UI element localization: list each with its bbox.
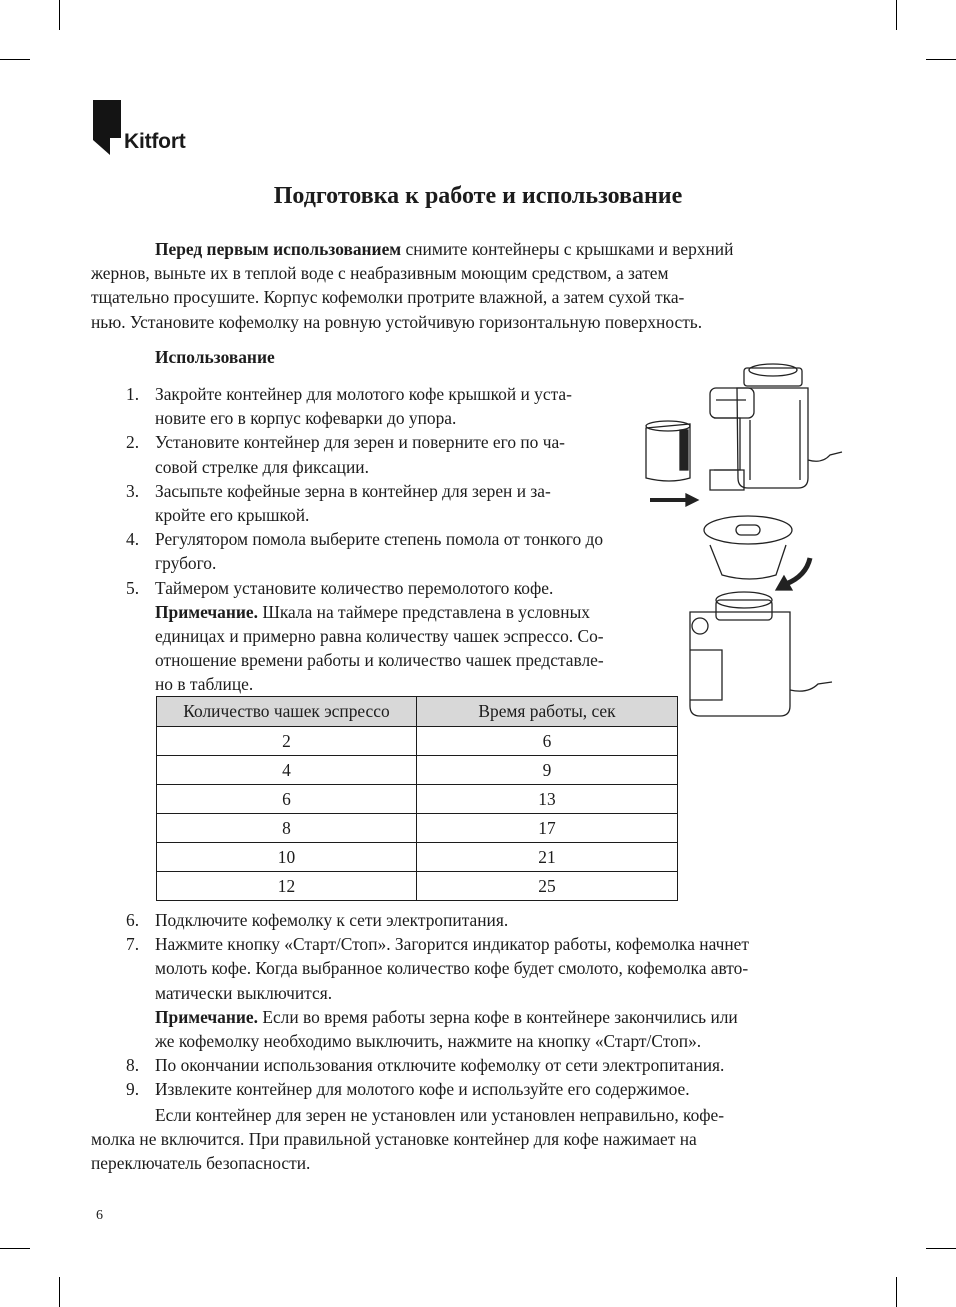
step-note: Примечание. Если во время работы зерна кофе в контейнере закончились или же кофемолку необходимо выключить, нажмите на кнопку «Старт/Стоп». — [155, 1006, 738, 1052]
list-item: 6. Подключите кофемолку к сети электропитания. — [126, 910, 509, 930]
grind-time-table — [156, 696, 678, 901]
grinder-assembled-icon — [710, 364, 842, 490]
bean-lid-icon — [704, 516, 792, 579]
table-row: 12 25 — [157, 872, 678, 901]
brand-name: Kitfort — [124, 130, 186, 153]
list-item: 5. Таймером установите количество перемолотого кофе. Примечание. Шкала на таймере представлена в условных единицах и примерно равна количеству чашек эспрессо. Со- отношение времени работы и количество чашек представле- но в таблице. — [123, 576, 683, 697]
step-note: Примечание. Шкала на таймере представлена в условных единицах и примерно равна количеству чашек эспрессо. Со- отношение времени работы и количество чашек представле- но в таблице. — [155, 601, 604, 695]
list-item: 3. Засыпьте кофейные зерна в контейнер для зерен и за- кройте его крышкой. — [126, 480, 551, 526]
table-row: 6 13 — [157, 785, 678, 814]
steps-list-top — [123, 382, 683, 697]
list-item: 4. Регулятором помола выберите степень помола от тонкого до грубого. — [126, 529, 604, 574]
list-item: 9. Извлеките контейнер для молотого кофе и используйте его содержимое. — [126, 1079, 690, 1100]
steps-list-bottom — [123, 908, 848, 1102]
list-item: 2. Установите контейнер для зерен и поверните его по ча- совой стрелке для фиксации. — [126, 432, 565, 477]
closing-paragraph: Если контейнер для зерен не установлен или установлен неправильно, кофе- молка не включится. При правильной установке контейнер для кофе нажимает на переключатель безопасности. — [91, 1105, 725, 1174]
table-row: 10 21 — [157, 843, 678, 872]
list-item: 8. По окончании использования отключите кофемолку от сети электропитания. — [126, 1055, 725, 1076]
grounds-container-icon — [646, 421, 690, 481]
list-item: 1. Закройте контейнер для молотого кофе крышкой и уста- новите его в корпус кофеварки до упора. — [126, 384, 572, 429]
table-row: 8 17 — [157, 814, 678, 843]
crop-mark — [926, 1248, 956, 1249]
crop-mark — [896, 0, 897, 30]
crop-mark — [59, 0, 60, 30]
brand-logo — [93, 100, 186, 155]
table-header: Время работы, сек — [417, 697, 678, 727]
crop-mark — [0, 59, 30, 60]
crop-mark — [59, 1277, 60, 1307]
intro-paragraph: Перед первым использованием снимите контейнеры с крышками и верхний жернов, выньте их в теплой воде с неабразивным моющим средством, а затем тщательно просушите. Корпус кофемолки протрите влажной, а затем сухой тка- нью. Установите кофемолку на ровную устойчивую горизонтальную поверхность. — [91, 239, 734, 332]
crop-mark — [0, 1248, 30, 1249]
coffee-grinder-illustration — [640, 360, 846, 720]
list-item: 7. Нажмите кнопку «Старт/Стоп». Загорится индикатор работы, кофемолка начнет молоть кофе. Когда выбранное количество кофе будет смолото, кофемолка авто- матически выключится. Примечание. Если во время работы зерна кофе в контейнере закончились или же кофемолку необходимо выключить, нажмите на кнопку «Старт/Стоп». — [123, 932, 848, 1053]
intro-lead: Перед первым использованием — [155, 239, 402, 259]
crop-mark — [926, 59, 956, 60]
crop-mark — [896, 1277, 897, 1307]
page-title: Подготовка к работе и использование — [273, 183, 683, 209]
kitfort-logo-icon — [93, 100, 121, 155]
grinder-with-bean-container-icon — [690, 592, 832, 716]
table-header: Количество чашек эспрессо — [157, 697, 417, 727]
table-row: 4 9 — [157, 756, 678, 785]
usage-heading: Использование — [155, 347, 275, 367]
page-number: 6 — [96, 1208, 103, 1223]
table-row: 2 6 — [157, 727, 678, 756]
